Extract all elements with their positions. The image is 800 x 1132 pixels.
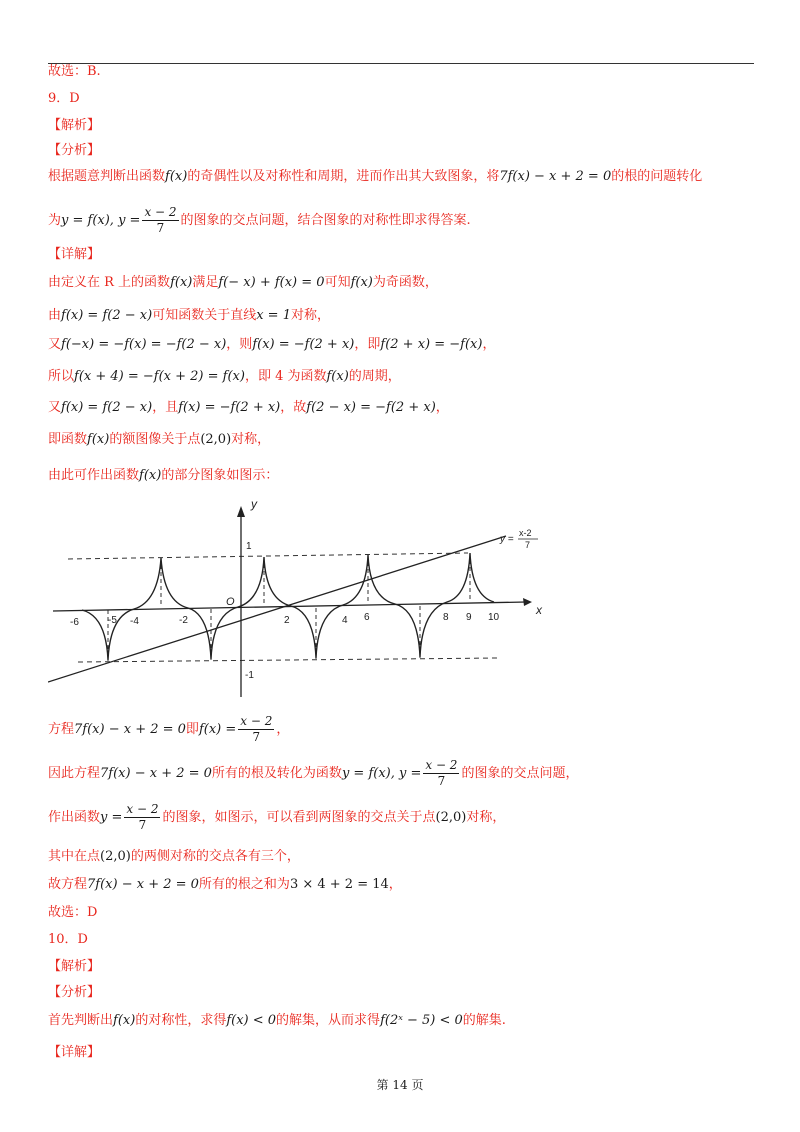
- fraction: $\frac{x - 2}{7}$: [144, 205, 177, 235]
- x-axis: [53, 602, 526, 611]
- jiexi-heading-2: 【解析】: [48, 959, 101, 974]
- analysis-line-q10: 首先判断出f(x)的对称性，求得f(x) < 0的解集，从而求得f(2ˣ − 5) < 0的解集.: [48, 1013, 506, 1028]
- fraction: $\frac{x - 2}{7}$: [425, 758, 458, 788]
- x-tick: 6: [364, 612, 370, 623]
- detail-line-6: 即函数f(x)的额图像关于点(2,0)对称，: [48, 432, 271, 447]
- y-axis-arrow: [237, 506, 245, 517]
- xiangjie-heading-2: 【详解】: [48, 1045, 101, 1060]
- x-tick: 8: [443, 612, 449, 623]
- dashed-line-bottom: [78, 658, 498, 662]
- question-10-answer: 10．D: [48, 932, 88, 947]
- fraction: $\frac{x - 2}{7}$: [240, 714, 273, 744]
- detail-line-12: 故方程7f(x) − x + 2 = 0所有的根之和为3 × 4 + 2 = 14，: [48, 877, 402, 892]
- fraction: $\frac{x - 2}{7}$: [126, 802, 159, 832]
- detail-line-2: 由f(x) = f(2 − x)可知函数关于直线x = 1对称，: [48, 308, 330, 323]
- detail-line-1: 由定义在 R 上的函数f(x)满足f(− x) + f(x) = 0可知f(x)为奇函数，: [48, 275, 438, 290]
- origin-label: O: [226, 596, 235, 608]
- x-tick: -2: [179, 615, 188, 626]
- detail-line-5: 又f(x) = f(2 − x)，且f(x) = −f(2 + x)，故f(2 − x) = −f(2 + x)，: [48, 400, 449, 415]
- x-tick: -5: [108, 615, 117, 626]
- detail-line-3: 又f(−x) = −f(x) = −f(2 − x)，则f(x) = −f(2 + x)，即f(2 + x) = −f(x)，: [48, 337, 496, 352]
- jiexi-heading: 【解析】: [48, 118, 101, 133]
- x-tick: 2: [284, 615, 290, 626]
- line-label-den: 7: [525, 540, 531, 550]
- detail-line-9: 因此方程7f(x) − x + 2 = 0所有的根及转化为函数y = f(x), y = $\frac{x - 2}{7}$ 的图象的交点问题，: [48, 758, 579, 788]
- page-footer: 第 14 页: [376, 1078, 424, 1092]
- x-tick: 9: [466, 612, 472, 623]
- dashed-line-top: [68, 553, 468, 559]
- analysis-line-1: 根据题意判断出函数f(x)的奇偶性以及对称性和周期，进而作出其大致图象，将7f(x) − x + 2 = 0的根的问题转化: [48, 169, 703, 184]
- xiangjie-heading: 【详解】: [48, 247, 101, 262]
- detail-line-7: 由此可作出函数f(x)的部分图象如图示：: [48, 468, 279, 483]
- y-tick-neg1: -1: [245, 670, 254, 681]
- line-label-y: y =: [500, 534, 514, 545]
- header-rule: [48, 63, 754, 64]
- axis-y-label: y: [251, 497, 257, 511]
- analysis-line-2: 为y = f(x), y = $\frac{x - 2}{7}$ 的图象的交点问题，结合图象的对称性即求得答案.: [48, 205, 471, 235]
- detail-line-8: 方程7f(x) − x + 2 = 0即f(x) = $\frac{x - 2}{7}$ ，: [48, 714, 290, 744]
- fenxi-heading-2: 【分析】: [48, 985, 101, 1000]
- x-tick: -4: [130, 616, 139, 627]
- x-axis-arrow: [523, 598, 532, 606]
- axis-x-label: x: [536, 603, 542, 617]
- answer-line-d: 故选：D: [48, 905, 98, 920]
- x-tick: 4: [342, 615, 348, 626]
- y-tick-1: 1: [246, 541, 252, 552]
- answer-line-b: 故选：B.: [48, 64, 101, 79]
- function-graph: [48, 492, 548, 704]
- fenxi-heading: 【分析】: [48, 143, 101, 158]
- detail-line-4: 所以f(x + 4) = −f(x + 2) = f(x)，即 4 为函数f(x)的周期，: [48, 369, 401, 384]
- line-label-num: x-2: [519, 528, 532, 538]
- detail-line-11: 其中在点(2,0)的两侧对称的交点各有三个，: [48, 849, 300, 864]
- question-9-answer: 9．D: [48, 91, 80, 106]
- x-tick: -6: [70, 617, 79, 628]
- x-tick: 10: [488, 612, 500, 623]
- detail-line-10: 作出函数y = $\frac{x - 2}{7}$ 的图象，如图示，可以看到两图象的交点关于点(2,0)对称，: [48, 802, 506, 832]
